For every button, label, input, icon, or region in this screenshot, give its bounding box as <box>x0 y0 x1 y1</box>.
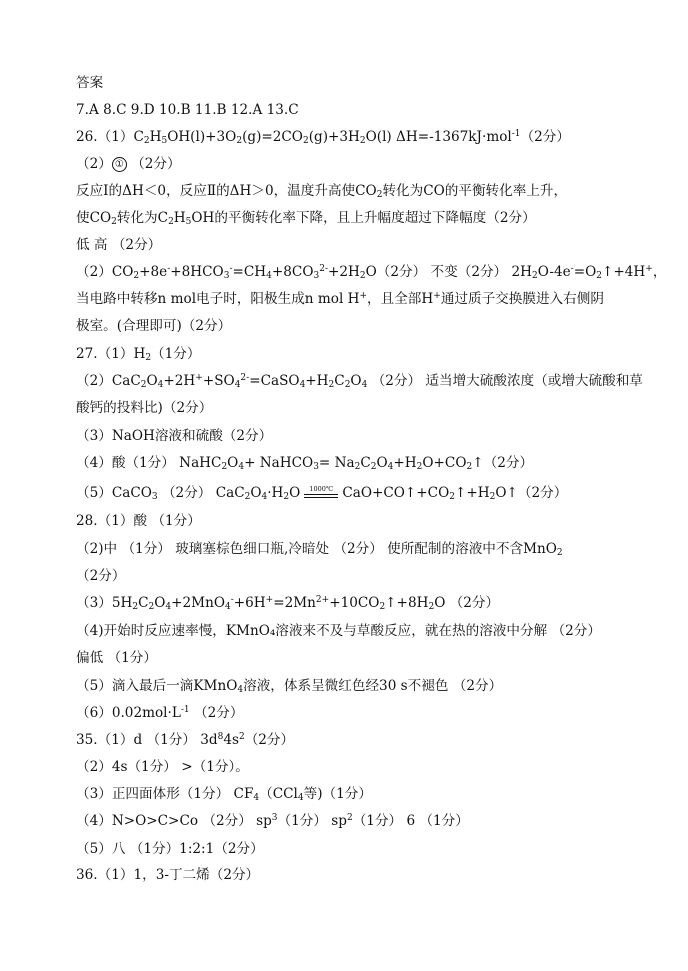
q26-line-2: （2） ① （2分） <box>76 156 181 172</box>
choice-answers: 7.A 8.C 9.D 10.B 11.B 12.A 13.C <box>76 102 299 118</box>
q35-line-4: （4）N>O>C>Co （2分） $sp^3(1$分） $sp^2(1$分） 6 （1分） <box>76 813 469 829</box>
reaction-condition-mark <box>302 485 340 503</box>
q28-line-7: （5）滴入最后一滴KMnO$_4$溶液，体系呈微红色经30 s不褪色 （2分） <box>76 678 503 695</box>
equals-line-bottom <box>304 497 338 498</box>
q26-line-4: 使$CO_2$转化为$C_2H_5OH$的平衡转化率下降，且上升幅度超过下降幅度（2分） <box>76 210 536 227</box>
q28-line-8: $(6)0.02mol\cdot L^{-1}$ （2分） <box>76 705 244 721</box>
q35-line-1: 35.（1）d （1分） $3d^84s^2(2$分） <box>76 732 295 748</box>
circled-one-mark: ① <box>112 157 127 172</box>
temperature-label: 1000℃ <box>309 484 334 493</box>
q27-line-4: （3）NaOH溶液和硫酸（2分） <box>76 428 273 444</box>
q28-line-5: （4)开始时反应速率慢，KMnO₄溶液来不及与草酸反应，就在热的溶液中分解 （2分） <box>76 623 601 639</box>
q28-line-4: $(3)5H_2C_2O_4+2MnO_4^-+6H^+=2Mn^{2+}+10CO_2↑+8H_2O$ （2分） <box>76 595 500 612</box>
q27-line-6: （5）CaCO$_3$ （2分） $CaC_2O_4\cdot H_2O$ 1000℃ $CaO+CO↑+CO_2↑+H_2O↑(2$分） <box>76 484 568 502</box>
q28-line-2: （2)中 （1分） 玻璃塞棕色细口瓶,冷暗处 （2分） 使所配制的溶液中不含MnO$_2$ <box>76 541 563 558</box>
q27-line-5: （4）酸（1分） $NaHC_2O_4+$ NaHCO$_3$= $Na_2C_2O_4+H_2O+CO_2↑(2$分） <box>76 455 534 472</box>
q28-line-1: 28.（1）酸 （1分） <box>76 513 201 529</box>
q26-line-1: $26.(1)C_2H_5OH(l)+3O_2(g)=2CO_2(g)+3H_2O(l)$ ΔH=-1367kJ·mol$^{-1}$（2分） <box>76 129 570 146</box>
q28-line-6: 偏低 （1分） <box>76 650 157 666</box>
equals-line-top <box>304 494 338 495</box>
q35-line-3: （3）正四面体形（1分） $CF_4(CCl_4$等)（1分） <box>76 786 372 803</box>
q35-line-5: （5）八 （1分）1:2:1（2分） <box>76 841 264 857</box>
answer-heading: 答案 <box>76 75 104 91</box>
q28-line-3: （2分） <box>76 568 126 584</box>
q27-line-3: 酸钙的投料比)（2分） <box>76 400 213 416</box>
q26-line-8: 极室。(合理即可)（2分） <box>76 318 232 334</box>
q26-line-6: $(2)CO_2+8e^-+8HCO_3^-=CH_4+8CO_3^{2-}+2H_2O(2$分） 不变（2分） $2H_2O-4e^-=O_2↑+4H^+$， <box>76 264 667 281</box>
q27-line-1: $27.(1)H_2(1$分） <box>76 346 201 363</box>
q27-line-2: $(2)CaC_2O_4+2H^++SO_4^{2-}=CaSO_4+H_2C_2O_4$ （2分） 适当增大硫酸浓度（或增大硫酸和草 <box>76 373 643 390</box>
q26-line-3: 反应Ⅰ的ΔH＜0，反应Ⅱ的ΔH＞0，温度升高使$CO_2$转化为CO的平衡转化率上升， <box>76 183 568 200</box>
q26-line-7: 当电路中转移n mol电子时，阳极生成n mol H+，且全部H+通过质子交换膜进入右侧阴 <box>76 291 604 307</box>
q36-line-1: 36.（1）1，3-丁二烯（2分） <box>76 867 260 883</box>
q35-line-2: （2）4s（1分） >（1分）。 <box>76 759 249 775</box>
q26-line-5: 低 高 （2分） <box>76 237 162 253</box>
